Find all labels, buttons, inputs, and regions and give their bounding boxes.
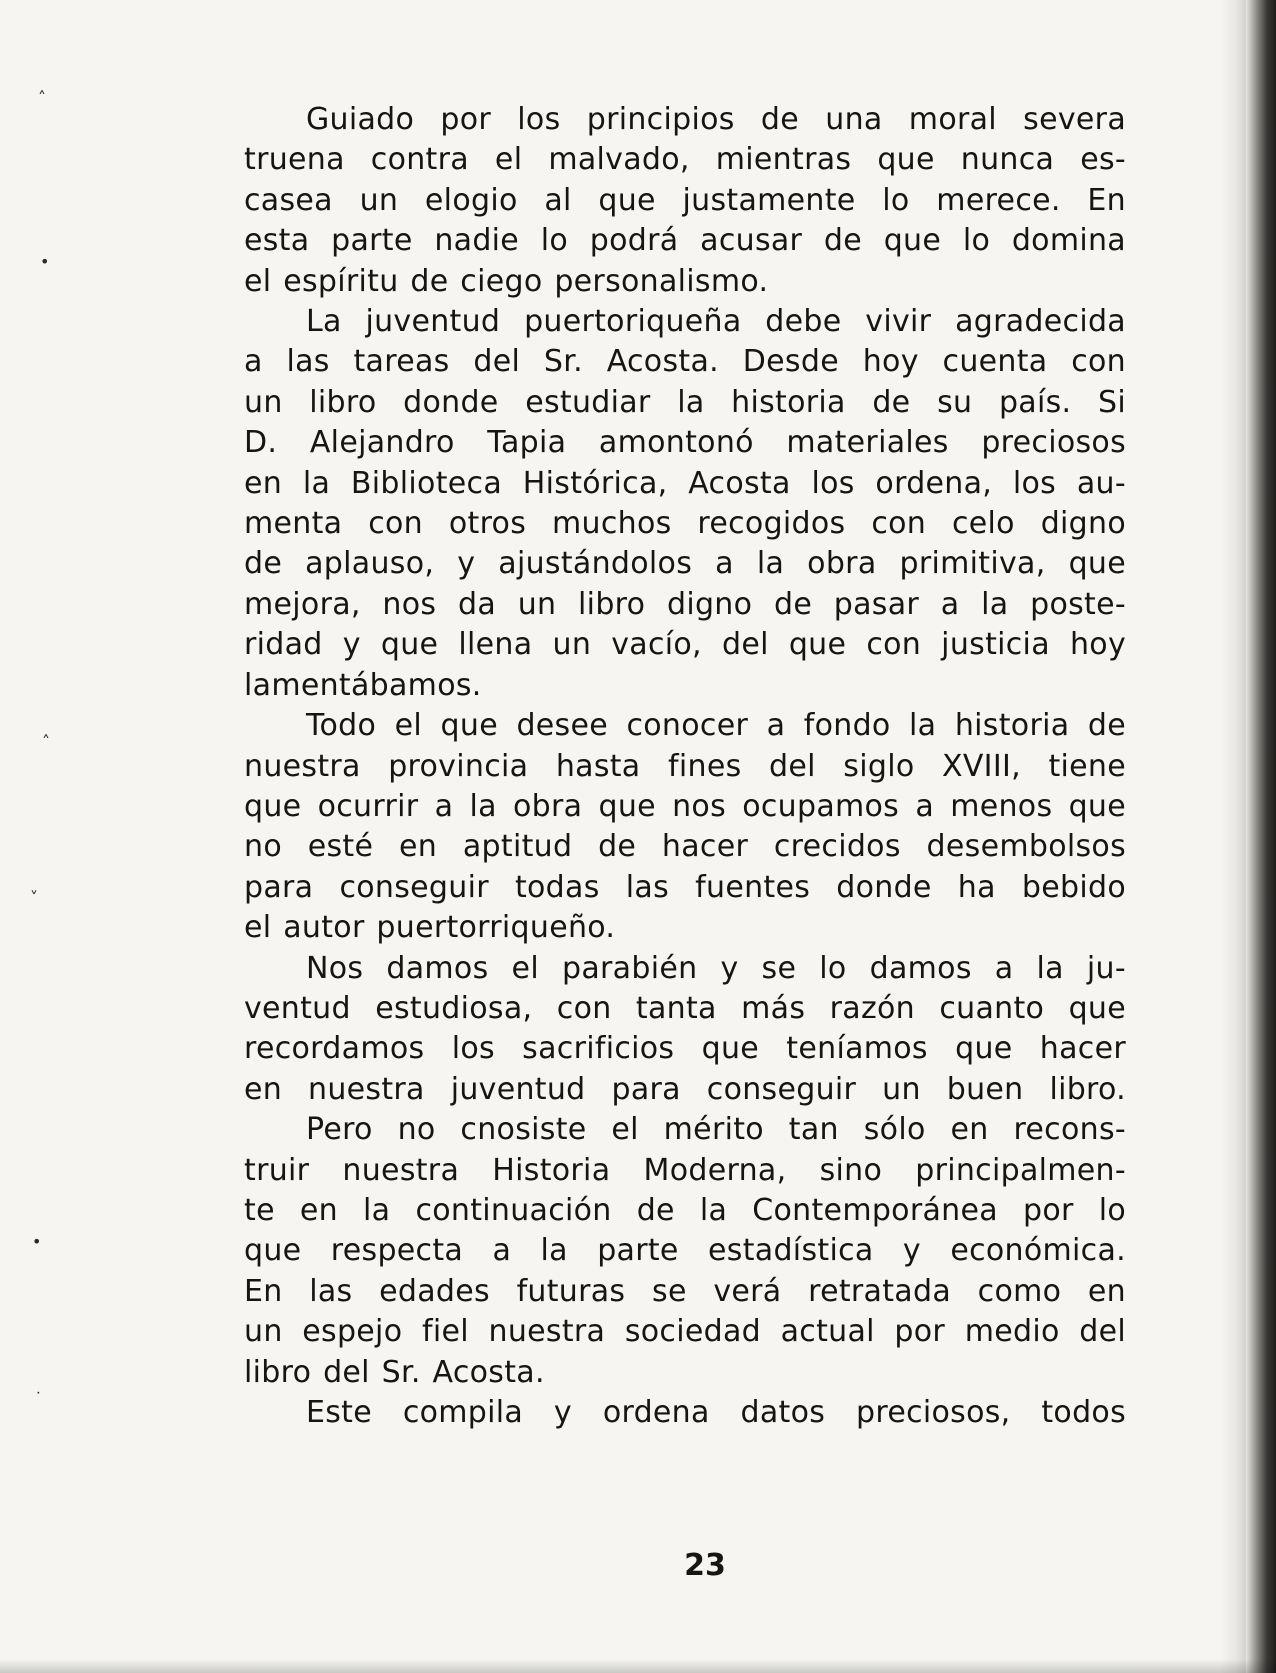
page-bottom-shadow — [0, 1659, 1276, 1673]
speck-mark: ˄ — [38, 88, 46, 107]
paragraph — [244, 100, 1126, 302]
body-text — [244, 100, 1126, 1433]
text-line: ventud estudiosa, con tanta más razón cuanto que — [244, 990, 1126, 1026]
speck-mark: • — [40, 252, 50, 271]
text-line: casea un elogio al que justamente lo merece. En — [244, 182, 1126, 218]
text-line: a las tareas del Sr. Acosta. Desde hoy cuenta con — [244, 344, 1126, 380]
text-line: Este compila y ordena datos preciosos, todos — [306, 1395, 1126, 1430]
text-line: D. Alejandro Tapia amontonó materiales preciosos — [244, 425, 1126, 461]
text-line: Pero no cnosiste el mérito tan sólo en recons- — [306, 1112, 1126, 1148]
text-line: esta parte nadie lo podrá acusar de que lo domina — [244, 223, 1126, 259]
text-line: menta con otros muchos recogidos con celo digno — [244, 506, 1126, 542]
text-line: un libro donde estudiar la historia de su país. Si — [244, 384, 1126, 420]
text-line: de aplauso, y ajustándolos a la obra primitiva, que — [244, 546, 1126, 582]
text-line: en la Biblioteca Histórica, Acosta los ordena, los au- — [244, 465, 1126, 501]
speck-mark: • — [32, 1232, 42, 1251]
text-line: La juventud puertoriqueña debe vivir agradecida — [306, 304, 1126, 340]
text-line: lamentábamos. — [244, 667, 482, 703]
paragraph — [244, 949, 1126, 1111]
paragraph — [244, 706, 1126, 948]
text-line: para conseguir todas las fuentes donde ha bebido — [244, 869, 1126, 905]
speck-mark: ˄ — [42, 732, 50, 751]
text-line: recordamos los sacrificios que teníamos que hacer — [244, 1031, 1126, 1067]
text-line: un espejo fiel nuestra sociedad actual por medio del — [244, 1314, 1126, 1350]
text-line: mejora, nos da un libro digno de pasar a la poste- — [244, 586, 1126, 622]
paragraph — [244, 1110, 1126, 1393]
text-line: el autor puertorriqueño. — [244, 910, 616, 946]
paragraph — [244, 302, 1126, 706]
text-line: nuestra provincia hasta fines del siglo XVIII, tiene — [244, 748, 1126, 784]
text-line: que respecta a la parte estadística y económica. — [244, 1233, 1126, 1269]
page-edge — [1246, 0, 1276, 1673]
text-line: Guiado por los principios de una moral severa — [306, 102, 1126, 137]
speck-mark: ᐧ — [36, 1384, 41, 1403]
paragraph — [244, 1393, 1126, 1433]
text-line: que ocurrir a la obra que nos ocupamos a menos que — [244, 788, 1126, 824]
text-line: ridad y que llena un vacío, del que con justicia hoy — [244, 627, 1126, 663]
speck-mark: ˅ — [30, 888, 38, 907]
text-line: no esté en aptitud de hacer crecidos desembolsos — [244, 829, 1126, 865]
text-line: libro del Sr. Acosta. — [244, 1354, 545, 1390]
page-edge-shadow — [1220, 0, 1246, 1673]
text-line: En las edades futuras se verá retratada como en — [244, 1273, 1126, 1309]
text-line: Todo el que desee conocer a fondo la historia de — [306, 708, 1126, 744]
margin-specks — [0, 0, 80, 1673]
page-number: 23 — [684, 1548, 726, 1583]
text-line: truena contra el malvado, mientras que nunca es- — [244, 142, 1126, 178]
text-line: te en la continuación de la Contemporánea por lo — [244, 1192, 1126, 1228]
text-line: en nuestra juventud para conseguir un buen libro. — [244, 1071, 1126, 1107]
text-line: Nos damos el parabién y se lo damos a la ju- — [306, 950, 1126, 986]
text-line: el espíritu de ciego personalismo. — [244, 263, 769, 299]
text-line: truir nuestra Historia Moderna, sino principalmen- — [244, 1152, 1126, 1188]
